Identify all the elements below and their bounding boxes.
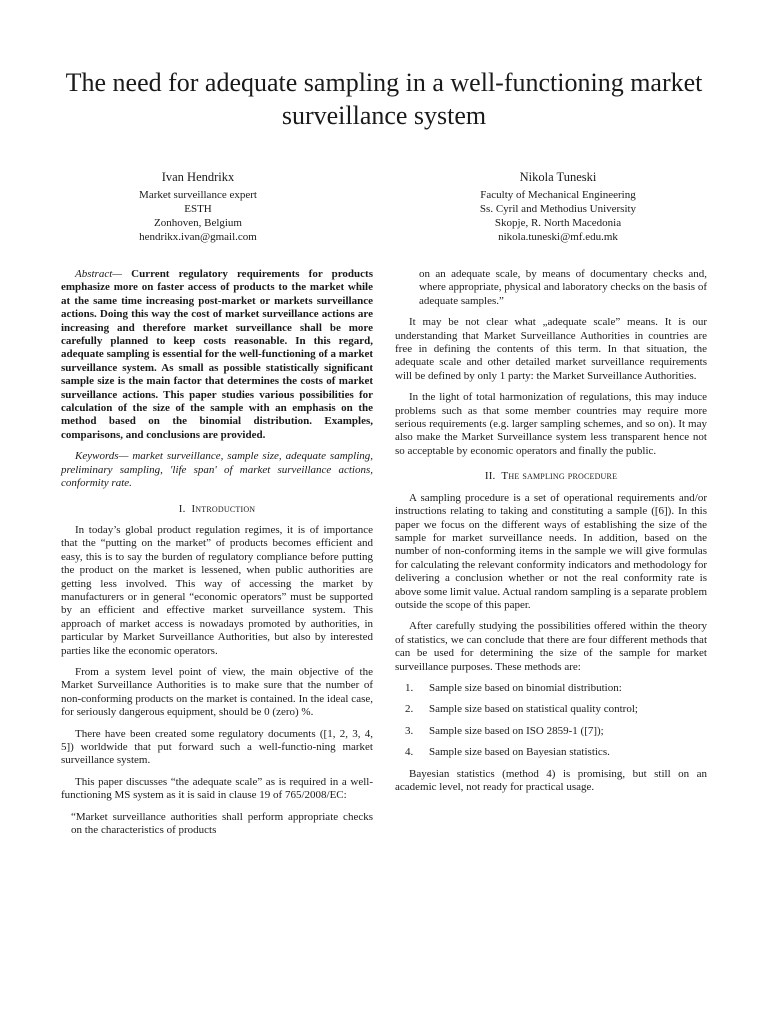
list-item — [395, 703, 707, 716]
paper-title: The need for adequate sampling in a well-functioning market surveillance system — [65, 68, 703, 130]
section-number: II. — [484, 470, 496, 483]
sampling-paragraph-2: After carefully studying the possibilities offered within the theory of statistics, we can conclude that there are four different methods that can be used for determining the size of the sample for market surveillance purposes. These methods are: — [395, 620, 707, 673]
author-email[interactable]: hendrikx.ivan@gmail.com — [139, 231, 257, 243]
list-item — [395, 746, 707, 759]
author-name: Ivan Hendrikx — [161, 170, 235, 184]
author-block-2 — [428, 170, 688, 244]
author-affiliation: Faculty of Mechanical Engineering — [480, 189, 636, 201]
right-column — [395, 268, 707, 802]
methods-list — [395, 682, 707, 760]
list-text: Sample size based on Bayesian statistics. — [429, 746, 610, 759]
section-heading-sampling-procedure — [395, 470, 707, 483]
intro-paragraph-3: There have been created some regulatory documents ([1, 2, 3, 4, 5]) worldwide that put forward such a well-functio-ning market surveillance system. — [61, 727, 373, 767]
list-text: Sample size based on statistical quality control; — [429, 703, 638, 716]
section-title: Introduction — [191, 502, 256, 515]
sampling-paragraph-1: A sampling procedure is a set of operational requirements and/or instructions relating to taking and constituting a sample ([6]). In this paper we focus on the different ways of establishing the size of the sample for market surveillance needs. In addition, based on the number of non-conforming items in the sample we will give formulas for calculating the relevant conformity indicators and methodology for delivering a conclusion whether or not the real conformity rate is above some limit value. Actual random sampling is a separate problem outside the scope of this paper. — [395, 491, 707, 611]
list-text: Sample size based on ISO 2859-1 ([7]); — [429, 724, 604, 737]
intro-paragraph-5: It may be not clear what „adequate scale” means. It is our understanding that Market Surveillance Authorities in countries are free in defining the contents of this term. In that situation, the adequate scale and other detailed market surveillance requirements will be defined by only 1 party: the Market Surveillance Authorities. — [395, 316, 707, 382]
section-heading-introduction — [61, 503, 373, 516]
list-number: 2. — [405, 703, 414, 716]
author-organization: ESTH — [184, 203, 212, 215]
section-number: I. — [178, 502, 186, 515]
author-affiliation: Market surveillance expert — [139, 189, 257, 201]
list-number: 1. — [405, 681, 414, 694]
list-number: 3. — [405, 724, 414, 737]
sampling-paragraph-3: Bayesian statistics (method 4) is promising, but still on an academic level, not ready for practical usage. — [395, 767, 707, 793]
left-column — [61, 268, 373, 845]
list-number: 4. — [405, 746, 414, 759]
keywords: Keywords— market surveillance, sample size, adequate sampling, preliminary sampling, 'life span' of market surveillance actions, conformity rate. — [61, 450, 373, 490]
author-block-1 — [68, 170, 328, 244]
list-item — [395, 682, 707, 695]
author-location: Skopje, R. North Macedonia — [494, 217, 622, 229]
quote-part-2: on an adequate scale, by means of documentary checks and, where appropriate, physical and laboratory checks on the basis of adequate samples.” — [419, 268, 707, 307]
list-item — [395, 725, 707, 738]
quote-part-1: “Market surveillance authorities shall perform appropriate checks on the characteristics of products — [71, 810, 373, 837]
intro-paragraph-2: From a system level point of view, the main objective of the Market Surveillance Authorities is to make sure that the number of non-conforming products on the market is contained. In the ideal case, for seriously dangerous equipment, should be 0 (zero) %. — [61, 665, 373, 719]
author-organization: Ss. Cyril and Methodius University — [479, 203, 637, 215]
list-text: Sample size based on binomial distribution: — [429, 681, 622, 694]
intro-paragraph-1: In today’s global product regulation regimes, it is of importance that the “putting on the market” of products becomes efficient and easy, this is to say the burden of regulatory compliance before putting the product on the market is lessened, when public authorities are getting less involved. This way of accessing the market by manufacturers or in general “economic operators” must be supported by an efficient and effective market surveillance system. This approach of market access is nowadays promoted by authorities, in particular by Market Surveillance Authorities, but also by interested parties like the economic operators. — [61, 523, 373, 657]
author-email[interactable]: nikola.tuneski@mf.edu.mk — [498, 231, 618, 243]
intro-paragraph-6: In the light of total harmonization of regulations, this may induce problems such as that some member countries may require more serious requirements (e.g. larger sampling schemes, and so on). It may also make the Market Surveillance system less transparent hence not so acceptable by economic operators and finally the public. — [395, 391, 707, 457]
abstract-label: Abstract— — [75, 268, 123, 280]
author-location: Zonhoven, Belgium — [154, 217, 242, 229]
author-name: Nikola Tuneski — [519, 170, 597, 184]
intro-paragraph-4: This paper discusses “the adequate scale” as is required in a well-functioning MS system as it is said in clause 19 of 765/2008/EC: — [61, 775, 373, 802]
abstract-text: Current regulatory requirements for products emphasize more on faster access of products to the market while at the same time increasing post-market or markets surveillance actions. Doing this way the cost of market surveillance actions are increasing and therefore market surveillance shall be more carefully planned to keep costs reasonable. In this regard, adequate sampling is essential for the well-functioning of a market surveillance system. As small as possible statistically significant sample size is the main factor that determines the costs of market surveillance actions. This paper studies various possibilities for calculation of the size of the sample with an emphasis on the method based on the binomial distribution. Examples, comparisons, and conclusions are provided. — [61, 268, 373, 441]
section-title: The sampling procedure — [501, 470, 618, 483]
abstract — [61, 268, 373, 442]
